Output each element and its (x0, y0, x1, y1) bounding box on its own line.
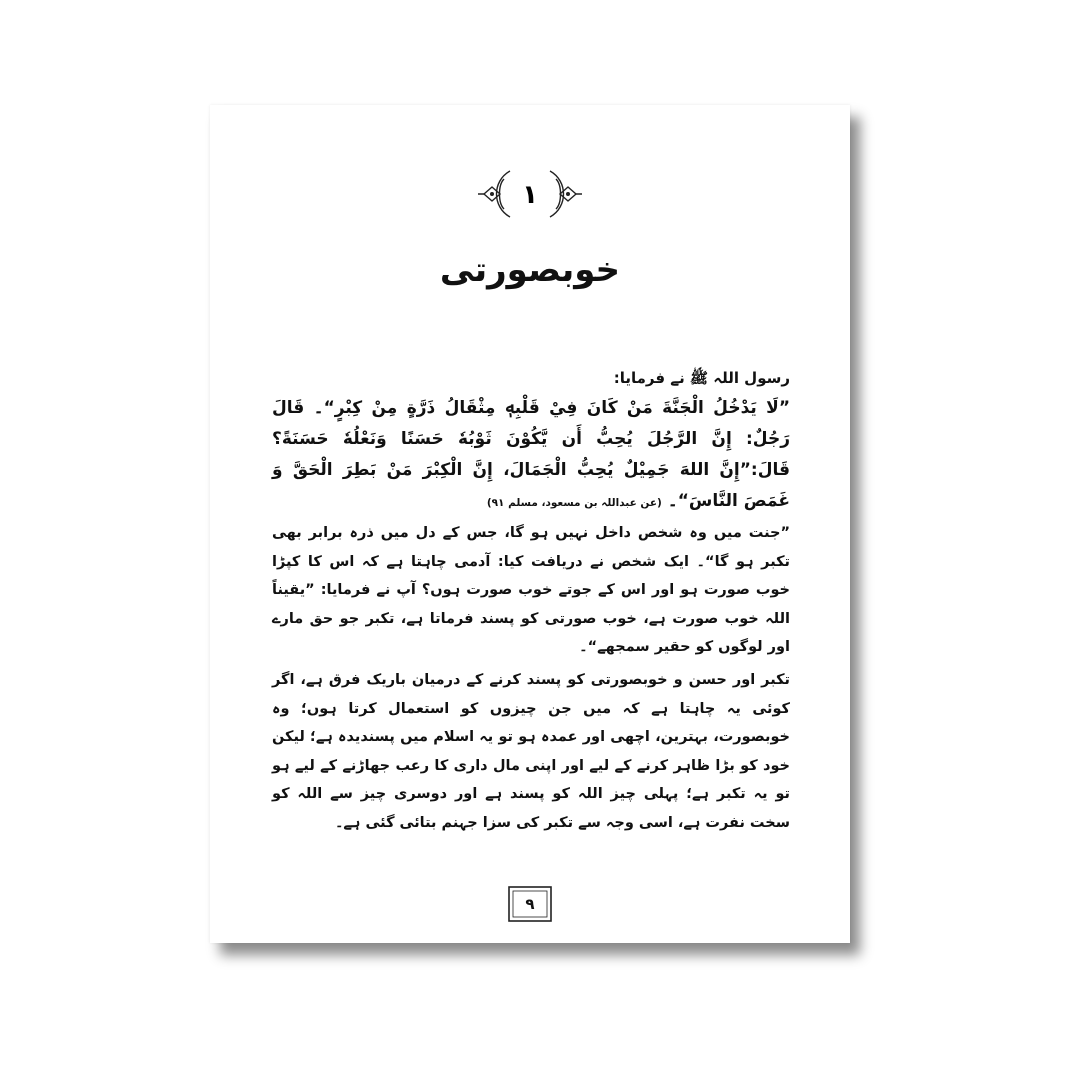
page-body (272, 363, 790, 838)
hadith-intro: رسول اللہ ﷺ نے فرمایا: (613, 369, 790, 387)
ornamental-bracket-icon (470, 167, 590, 221)
chapter-title: خوبصورتی (439, 250, 621, 290)
hadith-arabic-text (272, 393, 790, 519)
explanation-paragraph: تکبر اور حسن و خوبصورتی کو پسند کرنے کے درمیان باریک فرق ہے، اگر کوئی یہ چاہتا ہے کہ میں جن چیزوں کو استعمال کرتا ہوں؛ وہ خوبصورت، بہترین، اچھی اور عمدہ ہو تو یہ اسلام میں پسندیدہ ہے؛ لیکن خود کو بڑا ظاہر کرنے کے لیے اور اپنی مال داری کا رعب جھاڑنے کے لیے ہو تو یہ تکبر ہے؛ پہلی چیز اللہ کو پسند ہے اور دوسری چیز سے اللہ کو سخت نفرت ہے، اسی وجہ سے تکبر کی سزا جہنم بتائی گئی ہے۔ (272, 671, 790, 831)
chapter-ornament (210, 167, 850, 225)
book-page (210, 105, 850, 943)
hadith-arabic: ”لَا يَدْخُلُ الْجَنَّةَ مَنْ كَانَ فِيْ قَلْبِهٖ مِثْقَالُ ذَرَّةٍ مِنْ كِبْرٍ“۔ قَالَ رَجُلٌ: إِنَّ الرَّجُلَ يُحِبُّ أَن يَّكُوْنَ ثَوْبُهٗ حَسَنًا وَنَعْلُهٗ حَسَنَةً؟ قَالَ:”إِنَّ اللهَ جَمِيْلٌ يُحِبُّ الْجَمَالَ، إِنَّ الْكِبْرَ مَنْ بَطِرَ الْحَقَّ وَ غَمَصَ النَّاسَ“۔ (272, 398, 790, 511)
page-number: ۹ (525, 895, 535, 913)
hadith-translation: ”جنت میں وہ شخص داخل نہیں ہو گا، جس کے دل میں ذرہ برابر بھی تکبر ہو گا“۔ ایک شخص نے دریافت کیا: آدمی چاہتا ہے کہ اس کا کپڑا خوب صورت ہو اور اس کے جوتے خوب صورت ہوں؟ آپ نے فرمایا: ”یقیناً اللہ خوب صورت ہے، خوب صورتی کو پسند فرماتا ہے، تکبر جو حق مارے اور لوگوں کو حقیر سمجھے“۔ (272, 525, 790, 656)
chapter-number: ۱ (522, 180, 538, 210)
hadith-reference: (عن عبداللہ بن مسعود، مسلم ۹۱) (486, 497, 662, 509)
page-number-frame (505, 883, 555, 925)
